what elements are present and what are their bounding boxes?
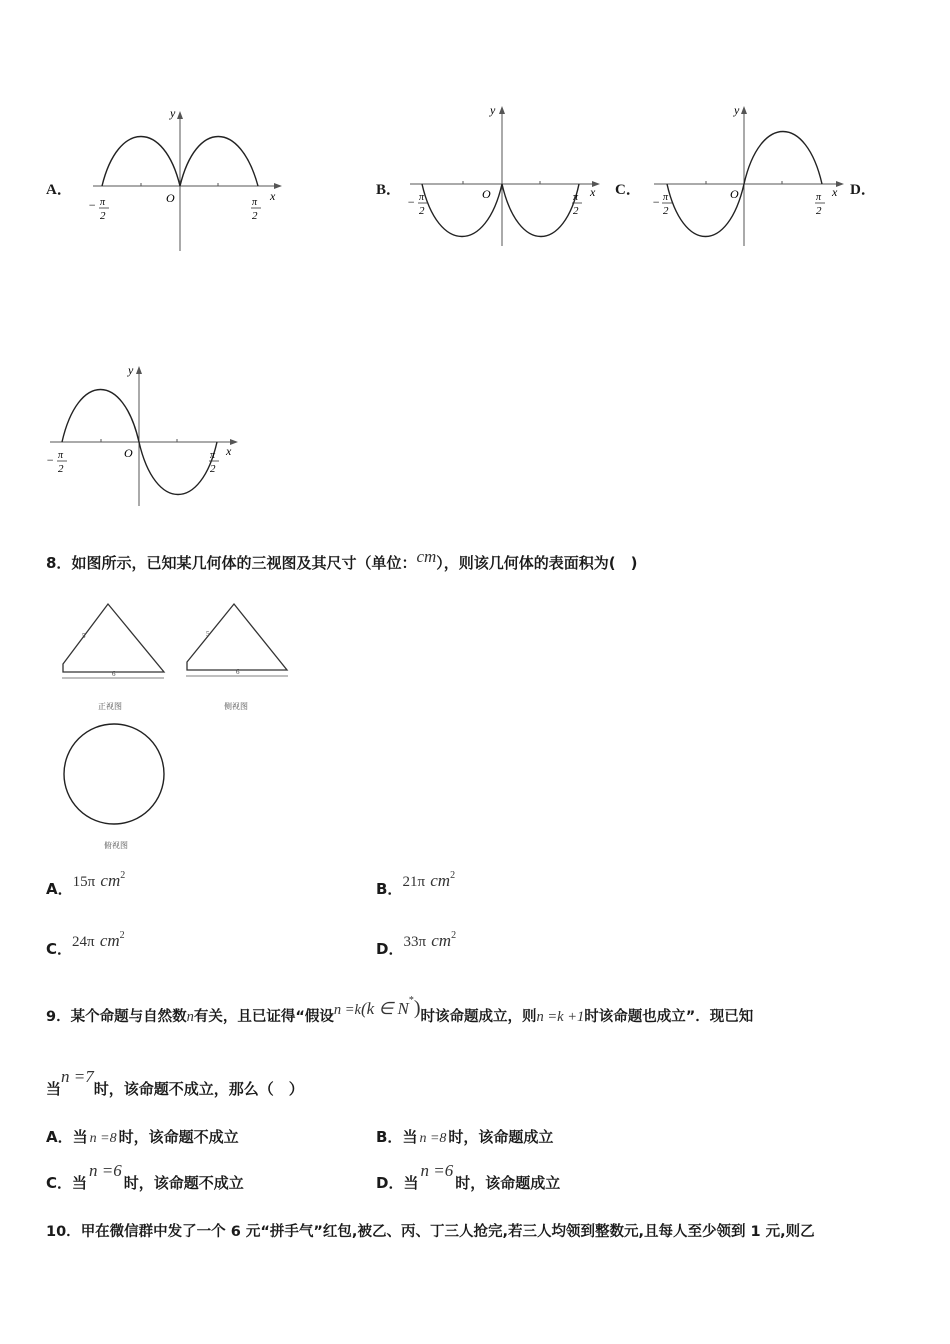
option-unit: cm [100, 871, 121, 890]
origin-label: O [482, 187, 491, 201]
option-expr: n =6 [89, 1161, 122, 1180]
neg-sign: − [46, 453, 55, 467]
front-view-label: 正视图 [98, 702, 122, 711]
graph-option-a [88, 105, 288, 255]
option-exp: 2 [451, 930, 457, 941]
math-n7: n =7 [61, 1067, 94, 1086]
q8-option-a[interactable] [46, 870, 126, 899]
two-label: 2 [210, 463, 216, 475]
option-a-label: A． [46, 182, 72, 198]
option-text: 当 [403, 1174, 419, 1192]
pi-label: π [100, 197, 106, 208]
option-b-label: B． [376, 182, 402, 198]
question-10-stem [46, 1220, 815, 1241]
curve [422, 184, 579, 237]
question-9-stem-line1 [46, 995, 754, 1027]
pi-label: π [816, 192, 822, 203]
option-text: 当 [402, 1128, 418, 1146]
option-expr: n =8 [89, 1131, 117, 1146]
y-label: y [170, 106, 176, 120]
option-exp: 2 [450, 870, 456, 881]
question-8-stem [46, 547, 638, 573]
two-label: 2 [58, 463, 64, 475]
q9-option-c[interactable] [46, 1161, 244, 1193]
pi-label: π [419, 192, 425, 203]
y-axis-arrow [136, 366, 142, 374]
q8-option-c[interactable] [46, 930, 125, 959]
pi-label: π [58, 450, 64, 461]
pi-label: π [252, 197, 258, 208]
neg-sign: − [652, 195, 661, 209]
two-label: 2 [252, 210, 258, 222]
option-exp: 2 [120, 870, 126, 881]
math-condition: (k ∈ N [360, 999, 409, 1018]
y-axis-arrow [741, 106, 747, 114]
pi-label: π [663, 192, 669, 203]
math-assume: n =k [333, 1002, 361, 1018]
option-text: 时，该命题不成立 [123, 1174, 244, 1192]
option-letter: B． [376, 880, 403, 898]
option-letter: D． [376, 1174, 404, 1192]
option-text: 时，该命题不成立 [118, 1128, 239, 1146]
x-label: x [590, 185, 596, 199]
question-text: 时该命题也成立”．现已知 [584, 1009, 754, 1025]
two-label: 2 [419, 205, 425, 217]
neg-sign: − [88, 198, 97, 212]
question-number: 10． [46, 1224, 81, 1240]
slant-label: 5 [206, 630, 210, 638]
two-label: 2 [573, 205, 579, 217]
y-axis-arrow [499, 106, 505, 114]
q9-option-b[interactable] [376, 1126, 553, 1147]
option-coef: 33π [403, 934, 427, 950]
origin-label: O [166, 191, 175, 205]
y-label: y [128, 363, 134, 377]
graph-option-b [406, 100, 606, 250]
math-then: n =k +1 [536, 1009, 585, 1025]
option-letter: A． [46, 1128, 73, 1146]
option-d-label: D． [850, 182, 876, 198]
base-label: 6 [236, 668, 240, 676]
front-view [56, 598, 176, 716]
math-sup: * [408, 995, 414, 1007]
question-text: ），则该几何体的表面积为( ) [436, 554, 638, 572]
option-c-label: C． [615, 182, 641, 198]
math-paren: ) [413, 997, 421, 1019]
option-coef: 15π [72, 874, 96, 890]
option-text: 时，该命题成立 [455, 1174, 561, 1192]
question-text: 甲在微信群中发了一个 6 元“拼手气”红包,被乙、丙、丁三人抢完,若三人均领到整数元,且每人至少领到 1 元,则乙 [80, 1224, 815, 1240]
question-text: 时，该命题不成立，那么（ ） [93, 1080, 304, 1098]
math-n: n [186, 1009, 194, 1025]
origin-label: O [124, 446, 133, 460]
unit-cm: cm [416, 547, 437, 566]
side-view-label: 侧视图 [224, 702, 248, 711]
top-view-label: 俯视图 [104, 841, 128, 850]
question-9-stem-line2 [46, 1067, 304, 1099]
x-label: x [226, 444, 232, 458]
question-text: 有关，且已证得“假设 [193, 1009, 334, 1025]
circle [64, 724, 164, 824]
q9-option-a[interactable] [46, 1126, 239, 1147]
two-label: 2 [816, 205, 822, 217]
side-view [180, 598, 300, 716]
option-letter: A． [46, 880, 73, 898]
y-label: y [734, 103, 740, 117]
option-text: 时，该命题成立 [448, 1128, 554, 1146]
option-exp: 2 [119, 930, 125, 941]
option-expr: n =6 [420, 1161, 454, 1180]
base-label: 6 [112, 670, 116, 678]
neg-sign: − [407, 195, 416, 209]
question-text: 当 [46, 1080, 62, 1098]
q9-option-d[interactable] [376, 1161, 561, 1193]
question-text: 时该命题成立，则 [420, 1009, 537, 1025]
triangle [63, 604, 164, 672]
origin-label: O [730, 187, 739, 201]
option-letter: C． [46, 1174, 73, 1192]
question-text: 某个命题与自然数 [70, 1009, 187, 1025]
top-view [58, 722, 174, 856]
question-number: 8． [46, 554, 72, 572]
q8-option-d[interactable] [376, 930, 457, 959]
option-letter: B． [376, 1128, 403, 1146]
two-label: 2 [663, 205, 669, 217]
question-number: 9． [46, 1009, 71, 1025]
x-label: x [832, 185, 838, 199]
y-label: y [490, 103, 496, 117]
option-letter: D． [376, 940, 404, 958]
y-axis-arrow [177, 111, 183, 119]
question-text: 如图所示，已知某几何体的三视图及其尺寸（单位： [71, 554, 417, 572]
x-label: x [270, 189, 276, 203]
option-text: 当 [72, 1128, 88, 1146]
option-unit: cm [430, 871, 451, 890]
option-unit: cm [99, 931, 120, 950]
graph-option-d-figure [44, 360, 244, 510]
pi-label: π [210, 450, 216, 461]
option-expr: n =8 [419, 1131, 447, 1146]
option-letter: C． [46, 940, 73, 958]
option-coef: 24π [72, 934, 95, 950]
graph-option-c [650, 100, 850, 250]
q8-option-b[interactable] [376, 870, 456, 899]
pi-label: π [573, 192, 579, 203]
option-coef: 21π [402, 874, 426, 890]
option-text: 当 [72, 1174, 88, 1192]
two-label: 2 [100, 210, 106, 222]
slant-label: 5 [82, 632, 86, 640]
option-unit: cm [431, 931, 452, 950]
triangle [187, 604, 287, 670]
